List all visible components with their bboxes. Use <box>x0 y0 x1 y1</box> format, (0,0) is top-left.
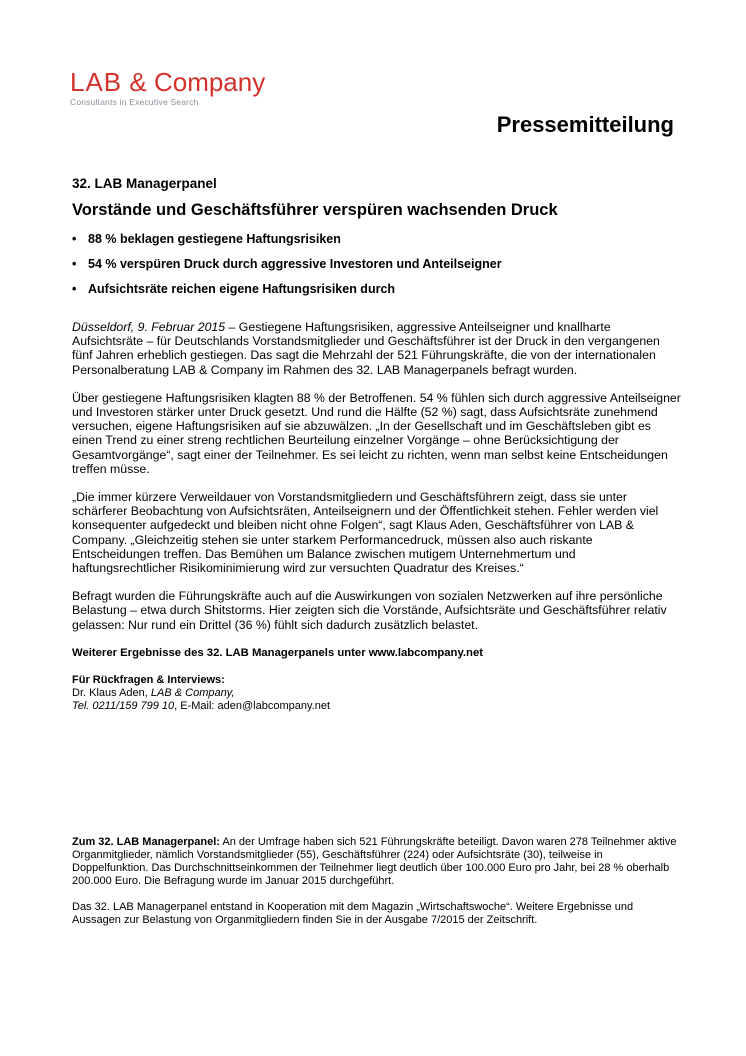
headline: Vorstände und Geschäftsführer verspüren wachsenden Druck <box>72 201 558 219</box>
dateline: Düsseldorf, 9. Februar 2015 <box>72 320 226 334</box>
paragraph-quote: „Die immer kürzere Verweildauer von Vorstandsmitgliedern und Geschäftsführern zeigt, dass sie unter schärferer Beobachtung von Aufsichtsräten, Anteilseignern und der Öffentlichkeit stehen. Fehler werden viel konsequenter aufgedeckt und bleiben nicht ohne Folgen“, sagt Klaus Aden, Geschäftsführer von LAB & Company. „Gleichzeitig stehen sie unter starkem Performancedruck, müssen also auch riskante Entscheidungen treffen. Das Bemühen um Balance zwischen mutigem Unternehmertum und haftungsrechtlicher Risikominimierung wird zur versuchten Quadratur des Kreises.“ <box>72 490 659 576</box>
contact-details: Tel. 0211/159 799 10, E-Mail: aden@labcompany.net <box>72 700 331 713</box>
contact-block <box>72 674 682 713</box>
company-logo <box>70 68 265 107</box>
document-type-title: Pressemitteilung <box>496 112 674 137</box>
list-item: • 88 % beklagen gestiegene Haftungsrisiken <box>72 232 341 246</box>
paragraph-intro: Düsseldorf, 9. Februar 2015 – Gestiegene Haftungsrisiken, aggressive Anteilseigner und knallharte Aufsichtsräte – für Deutschlands Vorstandsmitglieder und Geschäftsführer ist der Druck in den vergangenen fünf Jahren erheblich gestiegen. Das sagt die Mehrzahl der 521 Führungskräfte, die von der internationalen Personalberatung LAB & Company im Rahmen des 32. LAB Managerpanels befragt wurden. <box>72 320 660 377</box>
contact-heading: Für Rückfragen & Interviews: <box>72 674 225 687</box>
panel-heading: 32. LAB Managerpanel <box>72 176 217 191</box>
bullet-icon: • <box>72 257 77 271</box>
list-item: • Aufsichtsräte reichen eigene Haftungsrisiken durch <box>72 282 396 296</box>
contact-person: Dr. Klaus Aden, LAB & Company, <box>72 687 235 700</box>
list-item: • 54 % verspüren Druck durch aggressive Investoren und Anteilseigner <box>72 257 502 271</box>
more-results-note: Weiterer Ergebnisse des 32. LAB Managerpanels unter www.labcompany.net <box>72 646 483 659</box>
key-findings-list <box>72 231 502 306</box>
about-paragraph-survey: Zum 32. LAB Managerpanel: An der Umfrage haben sich 521 Führungskräfte beteiligt. Davon waren 278 Teilnehmer aktive Organmitglieder, nämlich Vorstandsmitglieder (55), Geschäftsführer (224) oder Aufsichtsräte (30), teilweise in Doppelfunktion. Das Durchschnittseinkommen der Teilnehmer liegt deutlich über 100.000 Euro pro Jahr, bei 28 % oberhalb 200.000 Euro. Die Befragung wurde im Januar 2015 durchgeführt. <box>72 836 677 887</box>
press-release-body <box>72 320 682 713</box>
paragraph-liability: Über gestiegene Haftungsrisiken klagten 88 % der Betroffenen. 54 % fühlen sich durch aggressive Anteilseigner und Investoren stärker unter Druck gesetzt. Und rund die Hälfte (52 %) sagt, dass Aufsichtsräte zunehmend versuchen, eigene Haftungsrisiken auf sie abzuwälzen. „In der Gesellschaft und im Geschäftsleben gibt es einen Trend zu einer streng rechtlichen Beurteilung einzelner Vorgänge – ohne Berücksichtigung der Gesamtvorgänge“, sagt einer der Teilnehmer. Es sei leicht zu richten, wenn man selbst keine Entscheidungen treffen müsse. <box>72 390 681 476</box>
about-panel-section <box>72 836 682 940</box>
bullet-icon: • <box>72 232 77 246</box>
about-paragraph-cooperation: Das 32. LAB Managerpanel entstand in Kooperation mit dem Magazin „Wirtschaftswoche“. Weitere Ergebnisse und Aussagen zur Belastung von Organmitgliedern finden Sie in der Ausgabe 7/2015 der Zeitschrift. <box>72 901 634 926</box>
paragraph-social-media: Befragt wurden die Führungskräfte auch auf die Auswirkungen von sozialen Netzwerken auf ihre persönliche Belastung – etwa durch Shitstorms. Hier zeigten sich die Vorstände, Aufsichtsräte und Geschäftsführer relativ gelassen: Nur rund ein Drittel (36 %) fühlt sich dadurch zusätzlich belastet. <box>72 589 667 632</box>
logo-lab-wordmark: LAB <box>70 67 123 97</box>
bullet-icon: • <box>72 282 77 296</box>
logo-tagline: Consultants in Executive Search <box>70 97 199 107</box>
logo-company-wordmark: & Company <box>129 67 266 97</box>
